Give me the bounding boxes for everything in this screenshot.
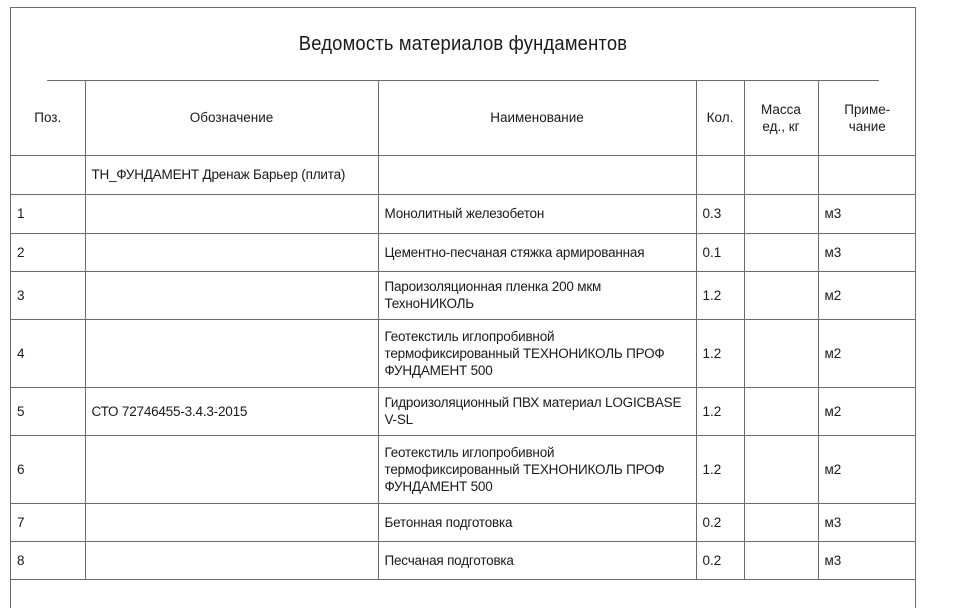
cell-name: Песчаная подготовка bbox=[378, 541, 696, 579]
cell-note: м2 bbox=[818, 435, 916, 503]
cell-designation bbox=[85, 503, 378, 541]
table-row bbox=[11, 194, 916, 233]
cell-note: м3 bbox=[818, 194, 916, 233]
cell-pos: 6 bbox=[11, 435, 85, 503]
cell-mass bbox=[744, 271, 818, 319]
group-mass bbox=[744, 155, 818, 194]
header-note bbox=[818, 81, 916, 155]
cell-mass bbox=[744, 387, 818, 435]
header-pos: Поз. bbox=[11, 81, 85, 155]
table-row bbox=[11, 271, 916, 319]
cell-mass bbox=[744, 233, 818, 271]
cell-designation: СТО 72746455-3.4.3-2015 bbox=[85, 387, 378, 435]
cell-qty: 0.1 bbox=[696, 233, 744, 271]
group-designation: ТН_ФУНДАМЕНТ Дренаж Барьер (плита) bbox=[85, 155, 378, 194]
cell-designation bbox=[85, 541, 378, 579]
cell-pos: 5 bbox=[11, 387, 85, 435]
table-row bbox=[11, 233, 916, 271]
group-pos bbox=[11, 155, 85, 194]
cell-note: м3 bbox=[818, 541, 916, 579]
cell-note: м3 bbox=[818, 503, 916, 541]
cell-mass bbox=[744, 319, 818, 387]
cell-qty: 0.3 bbox=[696, 194, 744, 233]
cell-designation bbox=[85, 194, 378, 233]
cell-pos: 1 bbox=[11, 194, 85, 233]
table-row bbox=[11, 387, 916, 435]
cell-name: Геотекстиль иглопробивной термофиксированный ТЕХНОНИКОЛЬ ПРОФ ФУНДАМЕНТ 500 bbox=[378, 435, 696, 503]
table-row bbox=[11, 435, 916, 503]
cell-name: Бетонная подготовка bbox=[378, 503, 696, 541]
cell-name: Гидроизоляционный ПВХ материал LOGICBASE V-SL bbox=[378, 387, 696, 435]
header-mass bbox=[744, 81, 818, 155]
cell-mass bbox=[744, 541, 818, 579]
cell-qty: 1.2 bbox=[696, 387, 744, 435]
cell-note: м2 bbox=[818, 387, 916, 435]
header-row bbox=[11, 81, 916, 155]
cell-pos: 3 bbox=[11, 271, 85, 319]
cell-pos: 7 bbox=[11, 503, 85, 541]
header-name: Наименование bbox=[378, 81, 696, 155]
table-row bbox=[11, 503, 916, 541]
materials-table bbox=[11, 81, 916, 580]
header-designation: Обозначение bbox=[85, 81, 378, 155]
table-row bbox=[11, 319, 916, 387]
cell-designation bbox=[85, 435, 378, 503]
materials-sheet bbox=[10, 7, 916, 608]
header-mass-line2: ед., кг bbox=[762, 118, 800, 134]
cell-mass bbox=[744, 435, 818, 503]
cell-pos: 2 bbox=[11, 233, 85, 271]
cell-designation bbox=[85, 271, 378, 319]
cell-note: м3 bbox=[818, 233, 916, 271]
header-qty: Кол. bbox=[696, 81, 744, 155]
group-qty bbox=[696, 155, 744, 194]
cell-note: м2 bbox=[818, 319, 916, 387]
cell-mass bbox=[744, 194, 818, 233]
cell-name: Пароизоляционная пленка 200 мкм ТехноНИКОЛЬ bbox=[378, 271, 696, 319]
sheet-title: Ведомость материалов фундаментов bbox=[47, 8, 879, 81]
cell-name: Цементно-песчаная стяжка армированная bbox=[378, 233, 696, 271]
group-name bbox=[378, 155, 696, 194]
cell-name: Геотекстиль иглопробивной термофиксированный ТЕХНОНИКОЛЬ ПРОФ ФУНДАМЕНТ 500 bbox=[378, 319, 696, 387]
header-note-line2: чание bbox=[848, 118, 886, 134]
cell-note: м2 bbox=[818, 271, 916, 319]
cell-pos: 4 bbox=[11, 319, 85, 387]
cell-qty: 1.2 bbox=[696, 271, 744, 319]
cell-qty: 0.2 bbox=[696, 503, 744, 541]
group-note bbox=[818, 155, 916, 194]
cell-mass bbox=[744, 503, 818, 541]
header-note-line1: Приме- bbox=[844, 101, 891, 117]
table-row bbox=[11, 541, 916, 579]
cell-designation bbox=[85, 319, 378, 387]
cell-qty: 1.2 bbox=[696, 319, 744, 387]
cell-pos: 8 bbox=[11, 541, 85, 579]
cell-name: Монолитный железобетон bbox=[378, 194, 696, 233]
header-mass-line1: Масса bbox=[761, 101, 801, 117]
cell-qty: 1.2 bbox=[696, 435, 744, 503]
cell-qty: 0.2 bbox=[696, 541, 744, 579]
group-row bbox=[11, 155, 916, 194]
cell-designation bbox=[85, 233, 378, 271]
